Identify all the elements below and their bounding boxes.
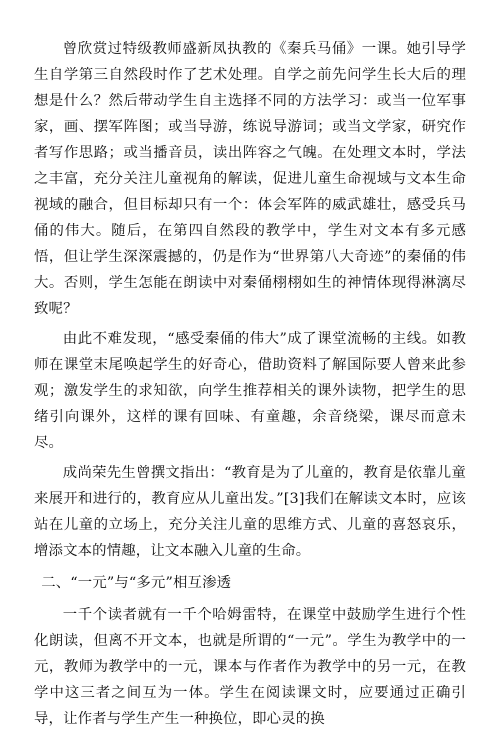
section-heading: 二、“一元”与“多元”相互渗透 [41,575,232,591]
paragraph-lesson-example: 曾欣赏过特级教师盛新凤执教的《秦兵马俑》一课。她引导学生自学第三自然段时作了艺术处理。自学之前先问学生长大后的理想是什么？然后带动学生自主选择不同的方法学习：或当一位军事家，画、摆军阵图；或当导游，练说导游词；或当文学家，研究作者写作思路；或当播音员，读出阵容之气魄。在处理文本时，学法之丰富，充分关注儿童视角的解读，促进儿童生命视域与文本生命视域的融合，但目标却只有一个：体会军阵的威武雄壮，感受兵马俑的伟大。随后，在第四自然段的教学中，学生对文本有多元感悟，但让学生深深震撼的，仍是作为“世界第八大奇迹”的秦俑的伟大。否则，学生怎能在朗读中对秦俑栩栩如生的神情体现得淋漓尽致呢？ [34,41,466,317]
paragraph-quote-cheng: 成尚荣先生曾撰文指出：“教育是为了儿童的，教育是依靠儿童来展开和进行的，教育应从儿童出发。”[3]我们在解读文本时，应该站在儿童的立场上，充分关注儿童的思维方式、儿童的喜怒哀乐，增添文本的情趣，让文本融入儿童的生命。 [34,465,466,559]
paragraph-main-thread: 由此不难发现，“感受秦俑的伟大”成了课堂流畅的主线。如教师在课堂末尾唤起学生的好奇心，借助资料了解国际要人曾来此参观；激发学生的求知欲，向学生推荐相关的课外读物，把学生的思绪引向课外，这样的课有回味、有童趣，余音绕梁，课尽而意未尽。 [34,331,466,451]
paragraph-one-and-many: 一千个读者就有一千个哈姆雷特，在课堂中鼓励学生进行个性化朗读，但离不开文本，也就是所谓的“一元”。学生为教学中的一元，教师为教学中的一元，课本与作者作为教学中的另一元，在教学中这三者之间互为一体。学生在阅读课文时，应要通过正确引导，让作者与学生产生一种换位，即心灵的换 [34,607,466,727]
